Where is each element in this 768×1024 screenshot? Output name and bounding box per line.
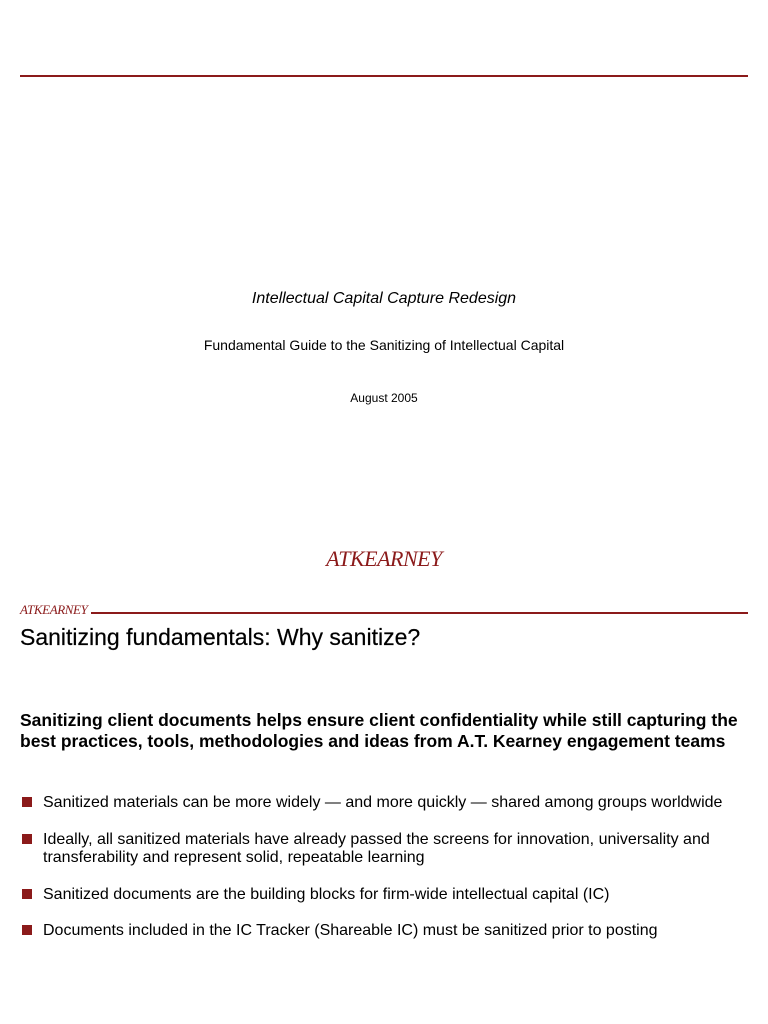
list-item [20,794,730,813]
slide-header [20,604,748,618]
cover-date: August 2005 [350,391,418,405]
bullet-text: Documents included in the IC Tracker (Shareable IC) must be sanitized prior to posting [43,922,658,939]
cover-top-rule [20,75,748,77]
square-bullet-icon [22,797,32,807]
list-item [20,886,730,905]
square-bullet-icon [22,889,32,899]
list-item [20,831,730,868]
cover-subtitle: Fundamental Guide to the Sanitizing of Intellectual Capital [203,337,565,353]
list-item [20,922,730,941]
slide-title: Sanitizing fundamentals: Why sanitize? [20,624,421,650]
bullet-text: Sanitized materials can be more widely — and more quickly — shared among groups worldwide [43,794,723,811]
bullet-text: Ideally, all sanitized materials have already passed the screens for innovation, universality and transferability and represent solid, repeatable learning [43,830,710,866]
header-logo: ATKEARNEY [20,602,91,618]
header-rule [20,612,748,614]
square-bullet-icon [22,925,32,935]
bullet-list [20,794,730,959]
cover-title: Intellectual Capital Capture Redesign [251,290,517,307]
bullet-text: Sanitized documents are the building blocks for firm-wide intellectual capital (IC) [43,885,610,903]
company-logo: ATKEARNEY [326,546,442,571]
content-slide [0,596,768,1024]
square-bullet-icon [22,834,32,844]
lead-paragraph: Sanitizing client documents helps ensure client confidentiality while still capturing the best practices, tools, methodologies and ideas from A.T. Kearney engagement teams [20,710,738,751]
